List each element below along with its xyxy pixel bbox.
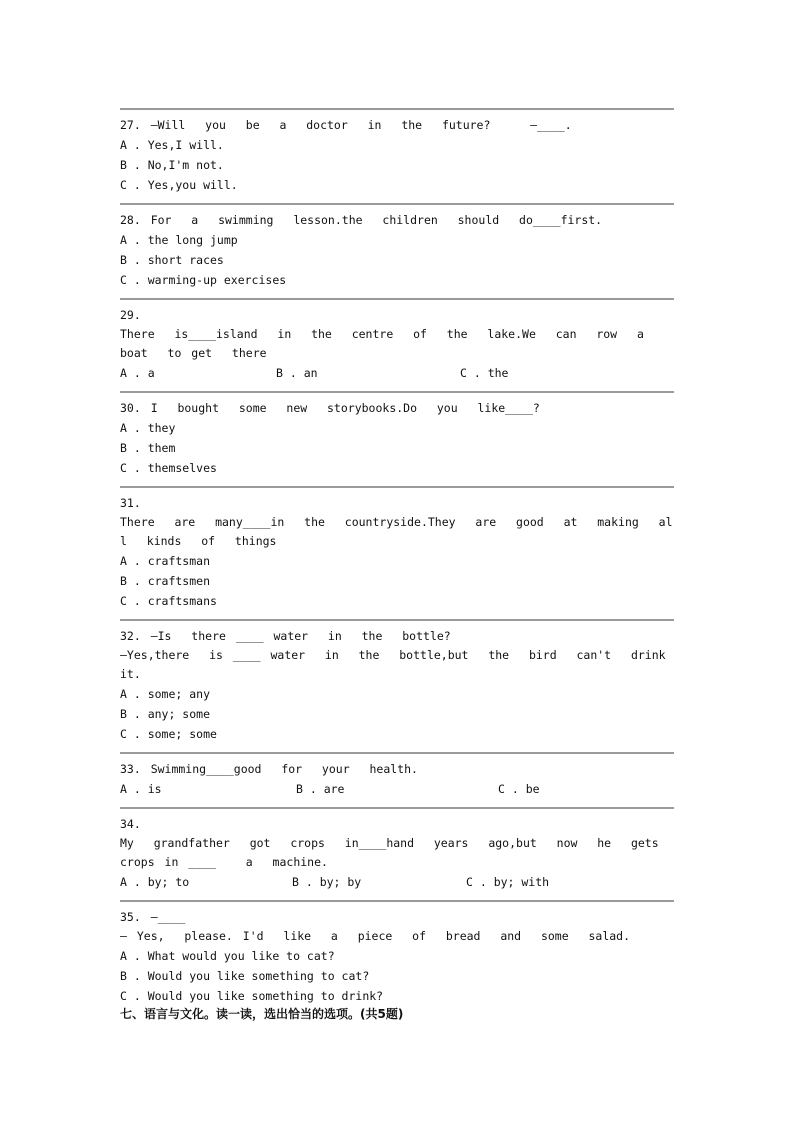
option-c[interactable]: C . warming-up exercises <box>120 273 287 287</box>
question-stem: 32. —Is there ____ water in the bottle? <box>120 629 451 643</box>
option-b[interactable]: B . craftsmen <box>120 574 211 588</box>
section-heading: 七、语言与文化。读一读，选出恰当的选项。(共5题) <box>120 1007 404 1021</box>
option-b[interactable]: B . any; some <box>120 707 211 721</box>
option-a[interactable]: A . by; to <box>120 875 190 889</box>
answer-line: — Yes, please. I'd like a piece of bread and some salad. <box>120 929 631 943</box>
options-row <box>120 363 674 383</box>
option-a[interactable]: A . the long jump <box>120 233 238 247</box>
option-a[interactable]: A . Yes,I will. <box>120 138 224 152</box>
option-a[interactable]: A . is <box>120 782 162 796</box>
option-a[interactable]: A . a <box>120 366 155 380</box>
option-b[interactable]: B . them <box>120 441 176 455</box>
question-34 <box>120 807 679 900</box>
question-32 <box>120 619 686 752</box>
option-b[interactable]: B . are <box>296 782 345 796</box>
option-c[interactable]: C . Would you like something to drink? <box>120 989 384 1003</box>
question-sheet <box>120 108 686 1024</box>
options-row <box>120 872 674 892</box>
option-c[interactable]: C . the <box>460 366 509 380</box>
question-stem: 28. For a swimming lesson.the children should do____first. <box>120 213 603 227</box>
question-35 <box>120 900 674 1006</box>
question-stem: My grandfather got crops in____hand years ago,but now he gets crops in ____ a machine. <box>120 836 679 869</box>
option-a[interactable]: A . craftsman <box>120 554 211 568</box>
question-27 <box>120 108 674 203</box>
question-number: 34. <box>120 817 141 831</box>
question-stem: 33. Swimming____good for your health. <box>120 762 418 776</box>
option-c[interactable]: C . be <box>498 782 540 796</box>
answer-line: —Yes,there is ____ water in the bottle,but the bird can't drink it. <box>120 648 686 681</box>
option-c[interactable]: C . Yes,you will. <box>120 178 238 192</box>
question-number: 31. <box>120 496 141 510</box>
question-stem: 35. —____ <box>120 910 186 924</box>
option-c[interactable]: C . craftsmans <box>120 594 217 608</box>
question-31 <box>120 486 674 619</box>
option-b[interactable]: B . an <box>276 366 318 380</box>
option-a[interactable]: A . they <box>120 421 176 435</box>
question-stem: 27. —Will you be a doctor in the future? —____. <box>120 118 572 132</box>
question-30 <box>120 391 674 486</box>
option-b[interactable]: B . by; by <box>292 875 362 889</box>
options-row <box>120 779 674 799</box>
question-stem: There are many____in the countryside.They are good at making all kinds of things <box>120 515 673 548</box>
option-b[interactable]: B . Would you like something to cat? <box>120 969 370 983</box>
option-c[interactable]: C . themselves <box>120 461 217 475</box>
option-b[interactable]: B . short races <box>120 253 224 267</box>
question-28 <box>120 203 674 298</box>
option-c[interactable]: C . some; some <box>120 727 217 741</box>
question-stem: 30. I bought some new storybooks.Do you like____? <box>120 401 540 415</box>
question-29 <box>120 298 674 391</box>
option-a[interactable]: A . What would you like to cat? <box>120 949 335 963</box>
option-c[interactable]: C . by; with <box>466 875 550 889</box>
question-33 <box>120 752 674 807</box>
question-stem: There is____island in the centre of the lake.We can row a boat to get there <box>120 327 664 360</box>
option-a[interactable]: A . some; any <box>120 687 211 701</box>
question-number: 29. <box>120 308 141 322</box>
option-b[interactable]: B . No,I'm not. <box>120 158 224 172</box>
